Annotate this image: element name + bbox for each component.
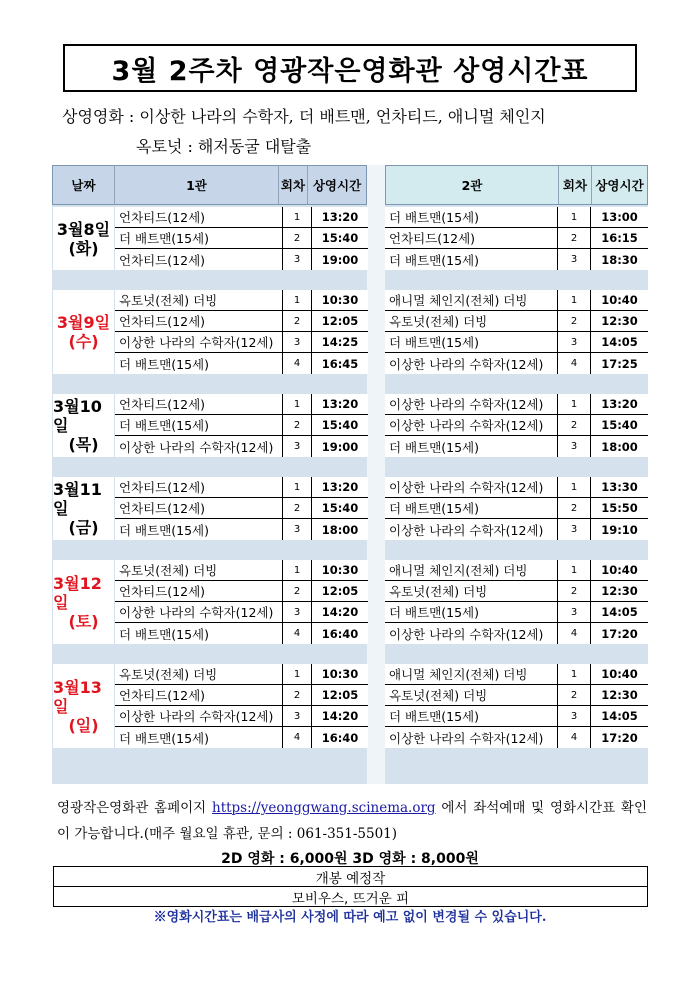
show-time: 12:05	[321, 688, 359, 702]
round-number: 2	[283, 311, 312, 331]
round-number: 1	[283, 394, 312, 414]
info-suffix: 에서 좌석예매 및 영화시간표 확인이 가능합니다.(매주 월요일 휴관, 문의 : 061-351-5501)	[57, 800, 647, 842]
round-number: 1	[283, 477, 312, 497]
table-row	[115, 207, 368, 228]
show-time: 16:45	[321, 356, 359, 371]
show-time: 19:00	[321, 439, 359, 454]
date-cell	[53, 394, 114, 457]
table-row	[115, 685, 368, 706]
round-number: 2	[558, 311, 591, 331]
round-number: 3	[283, 436, 312, 457]
round-number: 3	[558, 436, 591, 457]
round-number: 3	[558, 602, 591, 622]
show-time: 10:30	[321, 563, 359, 577]
table-row	[385, 581, 648, 602]
movie-title: 더 배트맨(15세)	[385, 498, 558, 518]
date-label: 3월8일	[56, 219, 111, 239]
date-cell	[53, 290, 114, 374]
date-label: 3월11일	[53, 480, 102, 518]
movie-list-line: 옥토넛 : 해저동굴 대탈출	[136, 137, 312, 156]
table-row	[385, 727, 648, 748]
movie-title: 옥토넛(전체) 더빙	[115, 664, 283, 684]
table-row	[385, 394, 648, 415]
date-label: 3월13일	[53, 677, 102, 716]
movie-title: 이상한 나라의 수학자(12세)	[385, 519, 558, 540]
round-number: 3	[558, 706, 591, 726]
show-time: 13:20	[321, 210, 359, 224]
date-label: 3월10일	[53, 397, 102, 435]
date-cell	[53, 664, 114, 748]
movie-title: 언차티드(12세)	[115, 394, 283, 414]
movie-title: 언차티드(12세)	[385, 228, 558, 248]
table-row	[115, 290, 368, 311]
hall1-block	[115, 207, 368, 270]
movie-title: 더 배트맨(15세)	[385, 207, 558, 227]
round-number: 3	[558, 519, 591, 540]
movie-title: 옥토넛(전체) 더빙	[115, 290, 283, 310]
round-number: 2	[558, 685, 591, 705]
round-number: 3	[558, 249, 591, 270]
show-time: 19:10	[601, 522, 638, 537]
hall1-block	[115, 394, 368, 457]
show-time: 17:25	[601, 356, 638, 371]
round-number: 3	[283, 706, 312, 726]
show-time: 13:30	[601, 480, 638, 494]
coming-soon-title: 개봉 예정작	[315, 870, 386, 887]
round-number: 2	[283, 498, 312, 518]
hall2-block	[385, 207, 648, 270]
table-row	[115, 560, 368, 581]
show-time: 10:30	[321, 667, 359, 681]
show-time: 13:20	[321, 480, 359, 494]
table-row	[385, 228, 648, 249]
round-number: 2	[558, 415, 591, 435]
movie-title: 이상한 나라의 수학자(12세)	[115, 602, 283, 622]
show-time: 16:40	[321, 626, 359, 641]
table-row	[385, 477, 648, 498]
table-row	[115, 602, 368, 623]
table-row	[115, 436, 368, 457]
round-number: 3	[283, 332, 312, 352]
movie-title: 더 배트맨(15세)	[385, 332, 558, 352]
movie-title: 더 배트맨(15세)	[115, 519, 283, 540]
table-row	[385, 415, 648, 436]
hall2-block	[385, 290, 648, 374]
show-time: 13:00	[601, 210, 638, 224]
show-time: 17:20	[601, 626, 638, 641]
table-row	[385, 519, 648, 540]
table-row	[115, 353, 368, 374]
price-info: 2D 영화 : 6,000원 3D 영화 : 8,000원	[221, 851, 479, 867]
date-label: 3월9일	[56, 313, 111, 332]
round-number: 1	[558, 290, 591, 310]
round-number: 1	[283, 207, 312, 227]
movie-title: 언차티드(12세)	[115, 207, 283, 227]
hall1-block	[115, 290, 368, 374]
date-cell	[53, 207, 114, 270]
movie-title: 옥토넛(전체) 더빙	[385, 311, 558, 331]
show-time: 10:40	[601, 563, 638, 577]
table-row	[115, 249, 368, 270]
movie-list	[62, 102, 546, 162]
round-number: 2	[283, 415, 312, 435]
show-time: 17:20	[601, 730, 638, 745]
table-row	[115, 581, 368, 602]
show-time: 13:20	[601, 397, 638, 411]
header-round2: 회차	[559, 166, 592, 204]
show-time: 15:40	[321, 231, 359, 245]
date-cell	[53, 560, 114, 644]
weekday-label: (금)	[68, 518, 99, 537]
round-number: 1	[558, 207, 591, 227]
movie-title: 언차티드(12세)	[115, 249, 283, 270]
round-number: 1	[558, 560, 591, 580]
round-number: 2	[283, 228, 312, 248]
round-number: 4	[558, 623, 591, 644]
table-row	[385, 706, 648, 727]
round-number: 4	[558, 727, 591, 748]
table-row	[385, 207, 648, 228]
show-time: 14:05	[601, 335, 638, 349]
round-number: 2	[283, 685, 312, 705]
show-time: 12:05	[321, 584, 359, 598]
hall2-block	[385, 477, 648, 540]
header-time2: 상영시간	[595, 178, 644, 193]
movie-title: 옥토넛(전체) 더빙	[385, 581, 558, 601]
movie-title: 이상한 나라의 수학자(12세)	[385, 727, 558, 748]
table-row	[115, 332, 368, 353]
show-time: 18:30	[601, 252, 638, 267]
round-number: 4	[283, 353, 312, 374]
hall2-block	[385, 394, 648, 457]
round-number: 1	[283, 664, 312, 684]
table-row	[385, 498, 648, 519]
show-time: 12:05	[321, 314, 359, 328]
show-time: 14:20	[321, 709, 359, 723]
hall1-block	[115, 664, 368, 748]
table-row	[385, 560, 648, 581]
show-time: 16:40	[321, 730, 359, 745]
movie-title: 더 배트맨(15세)	[115, 623, 283, 644]
header-time1: 상영시간	[312, 178, 362, 193]
weekday-label: (일)	[68, 715, 99, 735]
header-round1: 회차	[279, 166, 308, 204]
round-number: 3	[283, 249, 312, 270]
round-number: 2	[558, 581, 591, 601]
table-row	[115, 664, 368, 685]
round-number: 4	[558, 353, 591, 374]
round-number: 2	[558, 498, 591, 518]
movie-title: 이상한 나라의 수학자(12세)	[385, 623, 558, 644]
table-row	[115, 727, 368, 748]
show-time: 10:40	[601, 293, 638, 307]
show-time: 18:00	[601, 439, 638, 454]
show-time: 10:40	[601, 667, 638, 681]
movie-title: 언차티드(12세)	[115, 581, 283, 601]
coming-soon-movies: 모비우스, 뜨거운 피	[54, 886, 647, 906]
round-number: 3	[558, 332, 591, 352]
page-title: 3월 2주차 영광작은영화관 상영시간표	[63, 44, 637, 92]
show-time: 15:40	[601, 418, 638, 432]
table-row	[385, 602, 648, 623]
show-time: 14:25	[321, 335, 359, 349]
weekday-label: (토)	[68, 611, 99, 631]
table-row	[115, 311, 368, 332]
info-text	[57, 795, 647, 847]
homepage-link[interactable]: https://yeonggwang.scinema.org	[212, 800, 436, 816]
show-time: 16:15	[601, 231, 638, 245]
movie-title: 더 배트맨(15세)	[385, 602, 558, 622]
date-label: 3월12일	[53, 573, 102, 612]
schedule-notice: ※영화시간표는 배급사의 사정에 따라 예고 없이 변경될 수 있습니다.	[153, 910, 547, 925]
round-number: 1	[283, 560, 312, 580]
movie-title: 언차티드(12세)	[115, 477, 283, 497]
movie-title: 더 배트맨(15세)	[115, 727, 283, 748]
show-time: 12:30	[601, 584, 638, 598]
movie-title: 더 배트맨(15세)	[385, 249, 558, 270]
table-row	[115, 623, 368, 644]
movie-title: 애니멀 체인지(전체) 더빙	[385, 290, 558, 310]
table-row	[115, 519, 368, 540]
header-date: 날짜	[53, 166, 115, 204]
hall2-block	[385, 664, 648, 748]
movie-title: 이상한 나라의 수학자(12세)	[115, 706, 283, 726]
show-time: 14:20	[321, 605, 359, 619]
table-row	[385, 685, 648, 706]
table-row	[385, 353, 648, 374]
weekday-label: (수)	[68, 332, 99, 351]
movie-title: 이상한 나라의 수학자(12세)	[385, 415, 558, 435]
table-header-hall2	[385, 165, 648, 205]
table-row	[115, 228, 368, 249]
movie-title: 애니멀 체인지(전체) 더빙	[385, 664, 558, 684]
round-number: 1	[558, 664, 591, 684]
table-row	[115, 498, 368, 519]
show-time: 13:20	[321, 397, 359, 411]
hall-separator	[367, 165, 385, 784]
movie-title: 이상한 나라의 수학자(12세)	[385, 477, 558, 497]
movie-list-line: 상영영화 : 이상한 나라의 수학자, 더 배트맨, 언차티드, 애니멀 체인지	[62, 107, 546, 126]
movie-title: 이상한 나라의 수학자(12세)	[385, 394, 558, 414]
table-row	[385, 436, 648, 457]
movie-title: 더 배트맨(15세)	[385, 436, 558, 457]
show-time: 14:05	[601, 709, 638, 723]
hall1-block	[115, 560, 368, 644]
info-prefix: 영광작은영화관 홈페이지	[57, 800, 212, 816]
movie-title: 애니멀 체인지(전체) 더빙	[385, 560, 558, 580]
movie-title: 옥토넛(전체) 더빙	[115, 560, 283, 580]
movie-title: 언차티드(12세)	[115, 311, 283, 331]
show-time: 18:00	[321, 522, 359, 537]
header-hall2: 2관	[386, 166, 559, 204]
show-time: 15:40	[321, 418, 359, 432]
movie-title: 더 배트맨(15세)	[115, 415, 283, 435]
hall1-block	[115, 477, 368, 540]
weekday-label: (목)	[68, 435, 99, 454]
movie-title: 더 배트맨(15세)	[385, 706, 558, 726]
table-header-hall1	[52, 165, 367, 205]
round-number: 2	[558, 228, 591, 248]
movie-title: 더 배트맨(15세)	[115, 228, 283, 248]
show-time: 15:40	[321, 501, 359, 515]
round-number: 4	[283, 623, 312, 644]
table-row	[385, 290, 648, 311]
hall2-block	[385, 560, 648, 644]
round-number: 1	[558, 477, 591, 497]
round-number: 1	[283, 290, 312, 310]
movie-title: 이상한 나라의 수학자(12세)	[385, 353, 558, 374]
show-time: 12:30	[601, 688, 638, 702]
coming-soon-box	[53, 866, 648, 907]
movie-title: 언차티드(12세)	[115, 498, 283, 518]
schedule-table	[52, 165, 648, 784]
round-number: 3	[283, 602, 312, 622]
show-time: 19:00	[321, 252, 359, 267]
movie-title: 언차티드(12세)	[115, 685, 283, 705]
round-number: 2	[283, 581, 312, 601]
show-time: 14:05	[601, 605, 638, 619]
table-row	[385, 664, 648, 685]
movie-title: 더 배트맨(15세)	[115, 353, 283, 374]
round-number: 4	[283, 727, 312, 748]
table-row	[115, 394, 368, 415]
round-number: 1	[558, 394, 591, 414]
table-row	[385, 332, 648, 353]
round-number: 3	[283, 519, 312, 540]
table-row	[385, 311, 648, 332]
show-time: 10:30	[321, 293, 359, 307]
movie-title: 이상한 나라의 수학자(12세)	[115, 436, 283, 457]
movie-title: 옥토넛(전체) 더빙	[385, 685, 558, 705]
movie-title: 이상한 나라의 수학자(12세)	[115, 332, 283, 352]
table-row	[115, 477, 368, 498]
date-cell	[53, 477, 114, 540]
show-time: 12:30	[601, 314, 638, 328]
table-row	[115, 706, 368, 727]
header-hall1: 1관	[115, 166, 279, 204]
table-row	[385, 249, 648, 270]
table-row	[115, 415, 368, 436]
table-row	[385, 623, 648, 644]
show-time: 15:50	[601, 501, 638, 515]
weekday-label: (화)	[68, 238, 99, 258]
